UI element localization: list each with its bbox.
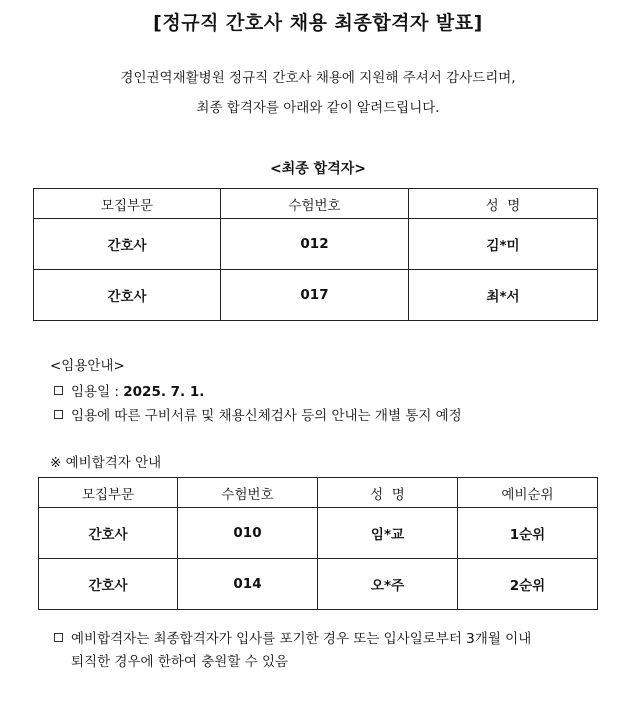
cell-name: 임*교 xyxy=(318,508,458,559)
cell-exam-number: 012 xyxy=(221,219,409,270)
appointment-date-label: 임용일 : xyxy=(71,384,124,400)
intro-line-2: 최종 합격자를 아래와 같이 알려드립니다. xyxy=(196,100,440,116)
cell-reserve-rank: 2순위 xyxy=(458,559,598,610)
cell-department: 간호사 xyxy=(34,270,221,321)
table-header-row xyxy=(39,478,598,508)
page-title: [정규직 간호사 채용 최종합격자 발표] xyxy=(153,12,483,34)
cell-reserve-rank: 1순위 xyxy=(458,508,598,559)
final-heading: <최종 합격자> xyxy=(270,161,366,177)
reserve-table xyxy=(38,477,598,610)
cell-exam-number: 014 xyxy=(178,559,318,610)
header-name: 성 명 xyxy=(318,478,458,508)
cell-name: 김*미 xyxy=(409,219,598,270)
reserve-note-line-2: 퇴직한 경우에 한하여 충원할 수 있음 xyxy=(71,654,289,670)
square-bullet-icon xyxy=(54,410,63,419)
header-department: 모집부문 xyxy=(34,189,221,219)
final-table xyxy=(33,188,598,321)
appointment-notice-line xyxy=(54,404,462,424)
appointment-date-value: 2025. 7. 1. xyxy=(123,384,205,400)
cell-exam-number: 010 xyxy=(178,508,318,559)
table-row xyxy=(34,270,598,321)
intro-line-1: 경인권역재활병원 정규직 간호사 채용에 지원해 주셔서 감사드리며, xyxy=(120,70,516,86)
square-bullet-icon xyxy=(54,633,63,642)
appointment-notice: 임용에 따른 구비서류 및 채용신체검사 등의 안내는 개별 통지 예정 xyxy=(71,408,462,424)
reserve-note-text-1: 예비합격자는 최종합격자가 입사를 포기한 경우 또는 입사일로부터 3개월 이내 xyxy=(71,631,532,647)
table-row xyxy=(39,559,598,610)
appointment-heading: <임용안내> xyxy=(50,358,125,374)
cell-name: 최*서 xyxy=(409,270,598,321)
reserve-note-line-1 xyxy=(54,627,531,647)
reserve-heading: ※ 예비합격자 안내 xyxy=(50,455,162,471)
cell-name: 오*주 xyxy=(318,559,458,610)
cell-department: 간호사 xyxy=(39,559,178,610)
header-exam-number: 수험번호 xyxy=(221,189,409,219)
table-header-row xyxy=(34,189,598,219)
header-name: 성 명 xyxy=(409,189,598,219)
square-bullet-icon xyxy=(54,386,63,395)
header-department: 모집부문 xyxy=(39,478,178,508)
header-reserve-rank: 예비순위 xyxy=(458,478,598,508)
table-row xyxy=(34,219,598,270)
cell-department: 간호사 xyxy=(34,219,221,270)
header-exam-number: 수험번호 xyxy=(178,478,318,508)
appointment-date-line xyxy=(54,380,204,400)
cell-department: 간호사 xyxy=(39,508,178,559)
cell-exam-number: 017 xyxy=(221,270,409,321)
table-row xyxy=(39,508,598,559)
